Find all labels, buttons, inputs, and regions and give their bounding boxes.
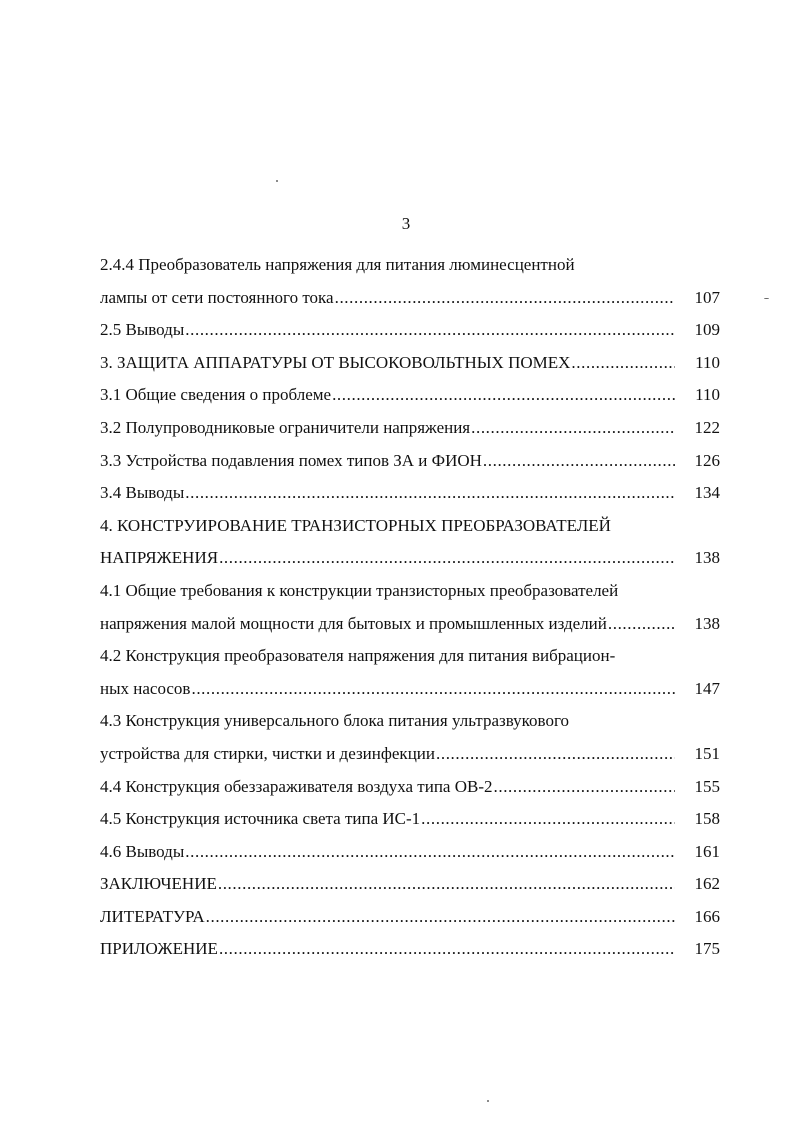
toc-line xyxy=(100,284,720,317)
toc-entry-text: 4.6 Выводы xyxy=(100,841,185,861)
toc-line xyxy=(100,903,720,936)
toc-entry-text: 3.2 Полупроводниковые ограничители напряжения xyxy=(100,417,471,437)
scan-speck xyxy=(276,180,278,182)
dot-leader xyxy=(571,349,675,377)
toc-line xyxy=(100,675,720,708)
toc-entry-text: 4.3 Конструкция универсального блока питания ультразвукового xyxy=(100,711,570,731)
toc-entry-text: напряжения малой мощности для бытовых и промышленных изделий xyxy=(100,613,607,633)
dot-leader xyxy=(608,610,675,638)
toc-line xyxy=(100,479,720,512)
toc-line xyxy=(100,773,720,806)
dot-leader xyxy=(219,544,675,572)
toc-page-number: 158 xyxy=(694,809,720,829)
toc-page-number: 151 xyxy=(694,743,720,763)
toc-line xyxy=(100,740,720,773)
toc-line xyxy=(100,870,720,903)
table-of-contents xyxy=(100,251,720,968)
dot-leader xyxy=(218,870,675,898)
dot-leader xyxy=(436,740,675,768)
toc-entry-text: 3. ЗАЩИТА АППАРАТУРЫ ОТ ВЫСОКОВОЛЬТНЫХ ПОМЕХ xyxy=(100,352,571,372)
toc-line xyxy=(100,349,720,382)
scan-speck xyxy=(764,298,769,299)
toc-page-number: 175 xyxy=(694,939,720,959)
toc-entry-text: устройства для стирки, чистки и дезинфекции xyxy=(100,743,435,763)
dot-leader xyxy=(332,381,675,409)
toc-entry-text: ПРИЛОЖЕНИЕ xyxy=(100,939,218,959)
toc-line xyxy=(100,381,720,414)
toc-entry-text: НАПРЯЖЕНИЯ xyxy=(100,548,219,568)
toc-line xyxy=(100,447,720,480)
toc-line xyxy=(100,512,720,545)
toc-entry-text: 4.4 Конструкция обеззараживателя воздуха типа ОВ-2 xyxy=(100,776,493,796)
toc-entry-text: 4. КОНСТРУИРОВАНИЕ ТРАНЗИСТОРНЫХ ПРЕОБРАЗОВАТЕЛЕЙ xyxy=(100,515,611,535)
toc-entry-text: 3.3 Устройства подавления помех типов ЗА и ФИОН xyxy=(100,450,482,470)
toc-entry-text: 4.5 Конструкция источника света типа ИС-1 xyxy=(100,809,421,829)
toc-line xyxy=(100,935,720,968)
toc-entry-text: 3.4 Выводы xyxy=(100,483,185,503)
toc-page-number: 161 xyxy=(694,841,720,861)
toc-entry-text: 4.2 Конструкция преобразователя напряжения для питания вибрацион- xyxy=(100,646,616,666)
toc-page-number: 134 xyxy=(694,483,720,503)
toc-page-number: 162 xyxy=(694,874,720,894)
toc-line xyxy=(100,642,720,675)
toc-page-number: 166 xyxy=(694,906,720,926)
dot-leader xyxy=(494,773,676,801)
toc-page-number: 138 xyxy=(694,548,720,568)
dot-leader xyxy=(421,805,675,833)
toc-page-number: 122 xyxy=(694,417,720,437)
page-number: 3 xyxy=(401,214,411,233)
dot-leader xyxy=(185,838,675,866)
dot-leader xyxy=(191,675,675,703)
toc-entry-text: 3.1 Общие сведения о проблеме xyxy=(100,385,332,405)
dot-leader xyxy=(335,284,675,312)
toc-line xyxy=(100,838,720,871)
dot-leader xyxy=(185,316,675,344)
toc-page-number: 138 xyxy=(694,613,720,633)
toc-page-number: 126 xyxy=(694,450,720,470)
toc-line xyxy=(100,414,720,447)
toc-entry-text: 4.1 Общие требования к конструкции транзисторных преобразователей xyxy=(100,580,619,600)
toc-entry-text: 2.5 Выводы xyxy=(100,320,185,340)
toc-entry-text: 2.4.4 Преобразователь напряжения для питания люминесцентной xyxy=(100,255,575,274)
dot-leader xyxy=(219,935,675,963)
toc-line xyxy=(100,251,720,284)
toc-page-number: 110 xyxy=(695,385,720,405)
toc-line xyxy=(100,805,720,838)
dot-leader xyxy=(471,414,675,442)
dot-leader xyxy=(185,479,675,507)
toc-page-number: 110 xyxy=(695,352,720,372)
toc-line xyxy=(100,577,720,610)
toc-entry-text: ных насосов xyxy=(100,678,191,698)
toc-line xyxy=(100,610,720,643)
toc-page-number: 147 xyxy=(694,678,720,698)
toc-entry-text: ЗАКЛЮЧЕНИЕ xyxy=(100,874,217,894)
dot-leader xyxy=(483,447,675,475)
toc-page-number: 109 xyxy=(694,320,720,340)
scan-speck xyxy=(487,1100,489,1102)
toc-entry-text: ЛИТЕРАТУРА xyxy=(100,906,205,926)
toc-line xyxy=(100,544,720,577)
toc-line xyxy=(100,316,720,349)
toc-entry-text: лампы от сети постоянного тока xyxy=(100,287,334,307)
dot-leader xyxy=(206,903,675,931)
toc-page-number: 155 xyxy=(694,776,720,796)
toc-line xyxy=(100,707,720,740)
toc-page-number: 107 xyxy=(694,287,720,307)
